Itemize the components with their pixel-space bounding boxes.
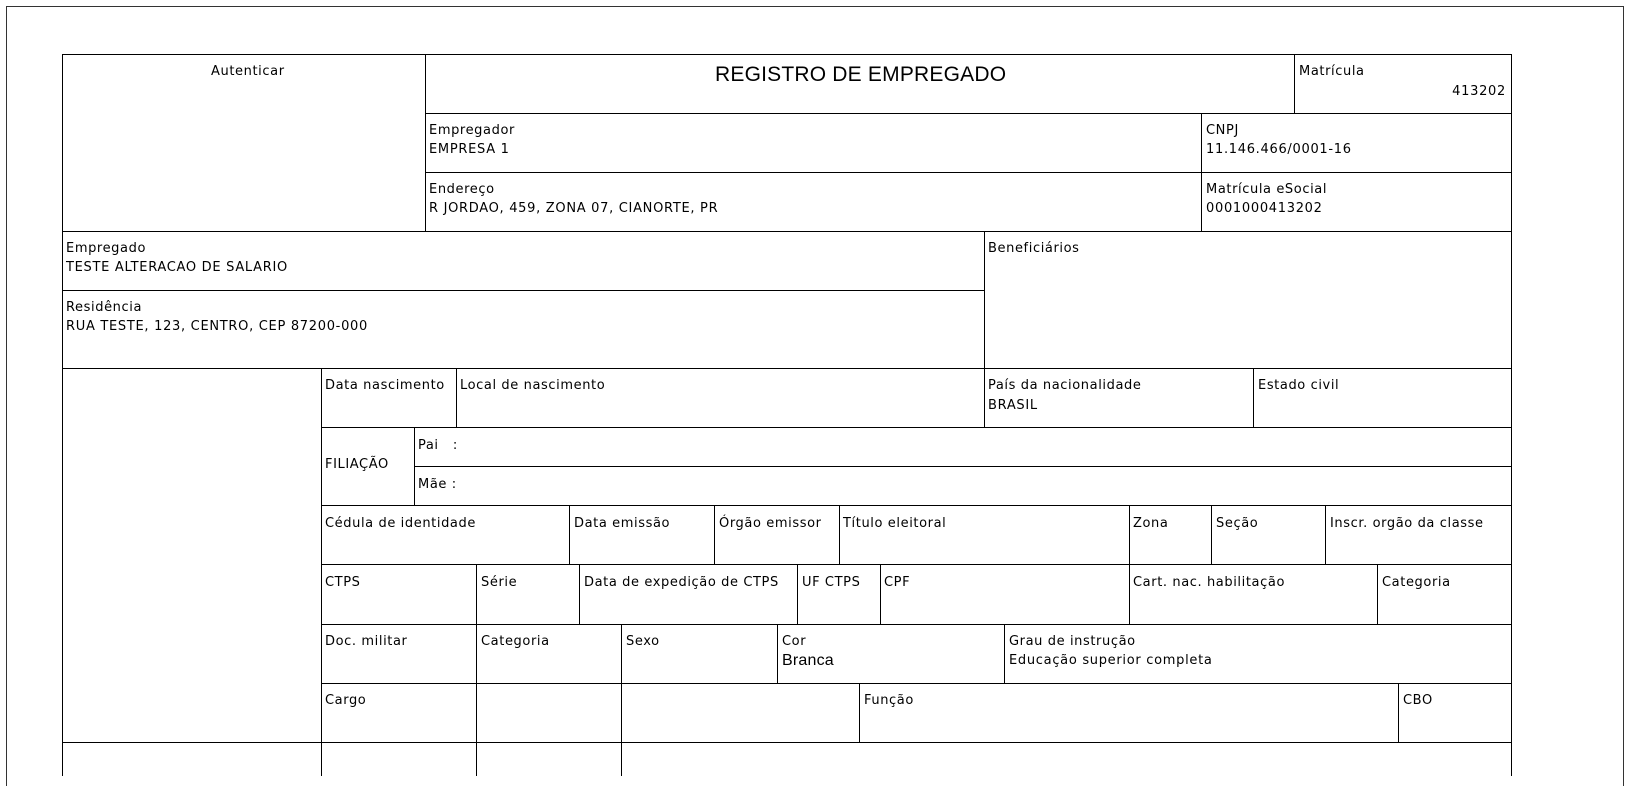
cart-nac-habilitacao-label: Cart. nac. habilitação (1133, 575, 1285, 590)
uf-ctps-label: UF CTPS (802, 575, 861, 590)
serie-label: Série (481, 575, 518, 590)
grau-instrucao-label: Grau de instrução (1009, 634, 1136, 649)
filiacao-label: FILIAÇÃO (325, 457, 389, 472)
form-title: REGISTRO DE EMPREGADO (715, 63, 1007, 86)
sexo-label: Sexo (626, 634, 660, 649)
local-nascimento-label: Local de nascimento (460, 378, 606, 393)
cnpj-label: CNPJ (1206, 123, 1239, 138)
page-frame (6, 6, 1624, 786)
cedula-identidade-label: Cédula de identidade (325, 516, 476, 531)
endereco-label: Endereço (429, 182, 495, 197)
matricula-value: 413202 (1452, 84, 1506, 99)
cor-label: Cor (782, 634, 807, 649)
pais-nacionalidade-value: BRASIL (988, 398, 1038, 413)
data-nascimento-label: Data nascimento (325, 378, 445, 393)
cpf-label: CPF (884, 575, 911, 590)
categoria-militar-label: Categoria (481, 634, 550, 649)
matricula-esocial-value: 0001000413202 (1206, 201, 1323, 216)
cnpj-value: 11.146.466/0001-16 (1206, 142, 1352, 157)
mae-label: Mãe : (418, 477, 457, 492)
empregador-label: Empregador (429, 123, 515, 138)
inscr-orgao-classe-label: Inscr. orgão da classe (1330, 516, 1484, 531)
zona-label: Zona (1133, 516, 1169, 531)
secao-label: Seção (1216, 516, 1259, 531)
empregado-label: Empregado (66, 241, 147, 256)
ctps-label: CTPS (325, 575, 361, 590)
estado-civil-label: Estado civil (1258, 378, 1340, 393)
data-emissao-label: Data emissão (574, 516, 671, 531)
categoria-cnh-label: Categoria (1382, 575, 1451, 590)
beneficiarios-label: Beneficiários (988, 241, 1080, 256)
pai-label: Pai : (418, 438, 458, 453)
data-expedicao-ctps-label: Data de expedição de CTPS (584, 575, 779, 590)
cor-value: Branca (782, 652, 834, 669)
matricula-label: Matrícula (1299, 64, 1365, 79)
empregado-value: TESTE ALTERACAO DE SALARIO (66, 260, 288, 275)
matricula-esocial-label: Matrícula eSocial (1206, 182, 1328, 197)
orgao-emissor-label: Órgão emissor (719, 516, 822, 531)
grau-instrucao-value: Educação superior completa (1009, 653, 1213, 668)
residencia-value: RUA TESTE, 123, CENTRO, CEP 87200-000 (66, 319, 368, 334)
doc-militar-label: Doc. militar (325, 634, 408, 649)
endereco-value: R JORDAO, 459, ZONA 07, CIANORTE, PR (429, 201, 719, 216)
titulo-eleitoral-label: Título eleitoral (843, 516, 947, 531)
cargo-label: Cargo (325, 693, 367, 708)
pais-nacionalidade-label: País da nacionalidade (988, 378, 1142, 393)
residencia-label: Residência (66, 300, 143, 315)
empregador-value: EMPRESA 1 (429, 142, 510, 157)
autenticar-label: Autenticar (211, 64, 285, 79)
cbo-label: CBO (1403, 693, 1433, 708)
funcao-label: Função (864, 693, 914, 708)
